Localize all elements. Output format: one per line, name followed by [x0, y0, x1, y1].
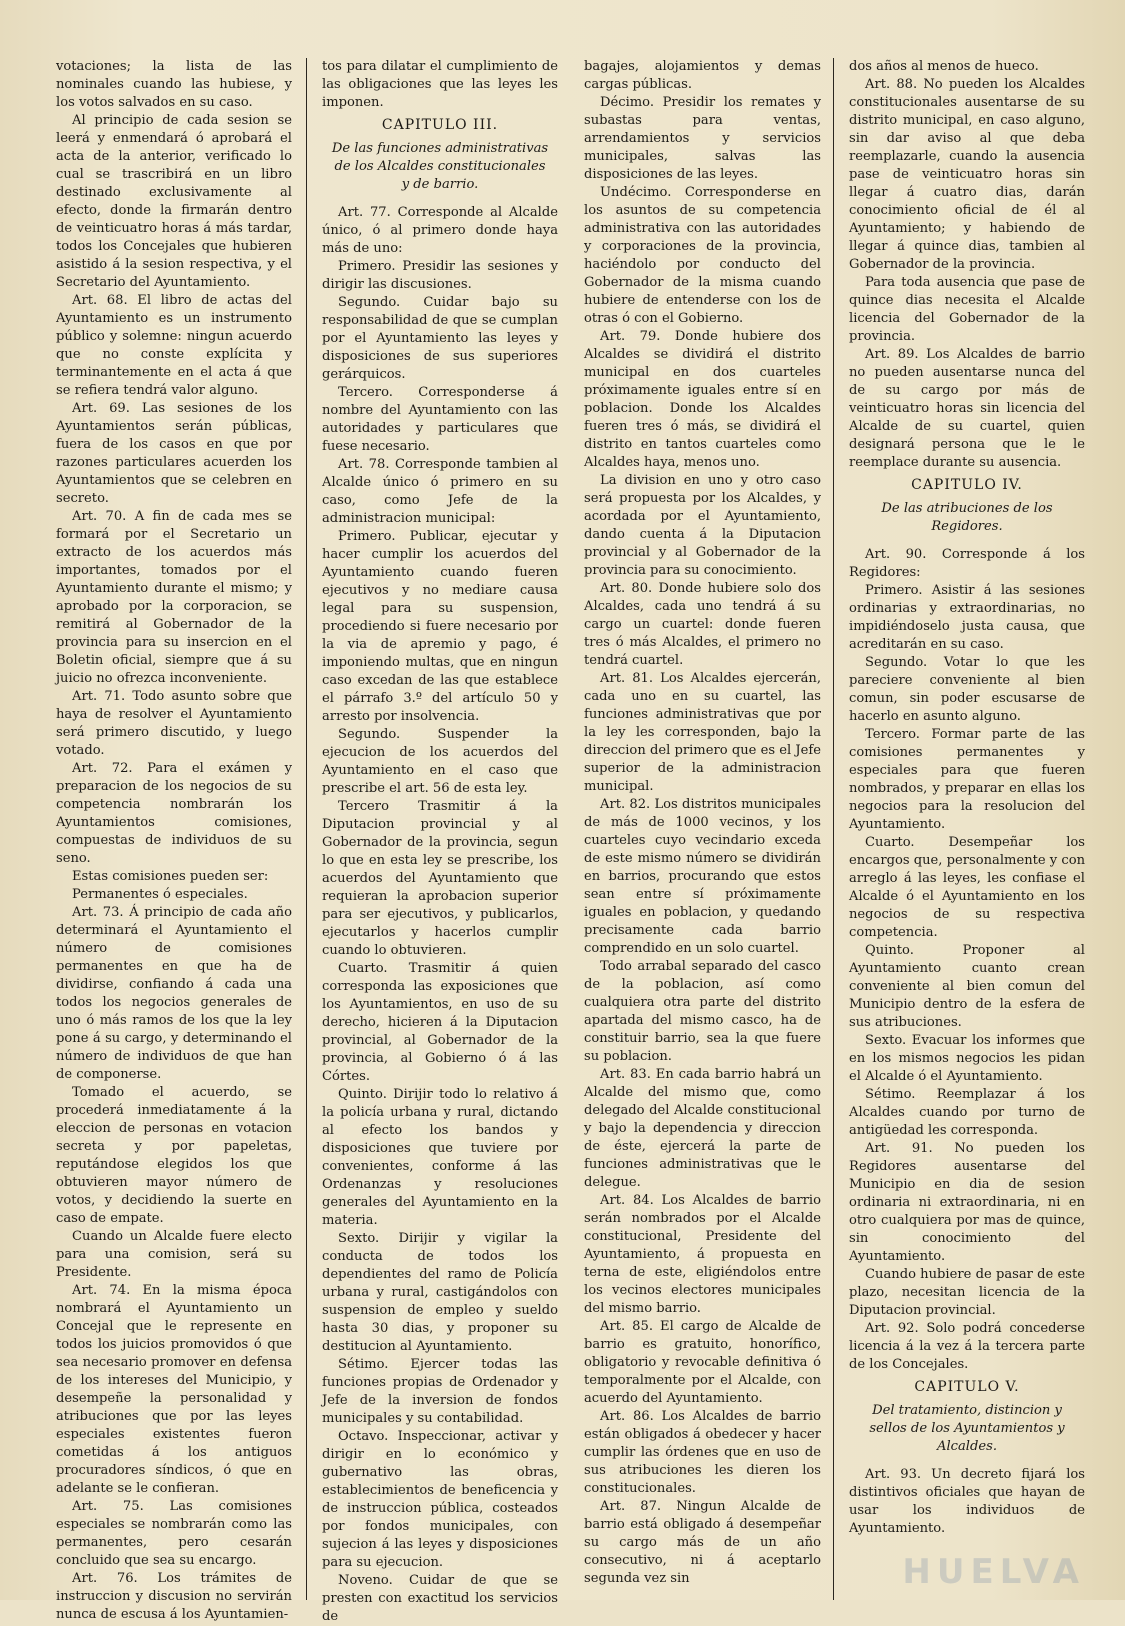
paragraph: Segundo. Cuidar bajo su responsabilidad de que se cumplan por el Ayuntamiento las leyes y disposiciones de sus superiores gerárquicos. — [322, 295, 558, 382]
paragraph: Estas comisiones pueden ser: — [72, 869, 269, 884]
paragraph: bagajes, alojamientos y demas cargas públicas. — [584, 59, 821, 92]
article-paragraph: Art. 91. No pueden los Regidores ausentarse del Municipio en dia de sesion ordinaria ni extraordinaria, ni en otro cualquiera por mas de quince, sin conocimiento del Ayuntamiento. — [849, 1141, 1085, 1264]
article-paragraph: Art. 75. Las comisiones especiales se nombrarán como las permanentes, pero cesarán concluido que sea su encargo. — [56, 1499, 292, 1568]
paragraph: dos años al menos de hueco. — [849, 59, 1039, 74]
article-paragraph: Art. 88. No pueden los Alcaldes constitucionales ausentarse de su distrito municipal, en caso alguno, sin dar aviso al que deba reemplazarle, cuando la ausencia pase de veinticuatro horas sin llegar á cuatro dias, darán conocimiento oficial de él al Ayuntamiento; y habiendo de llegar á quince dias, tambien al Gobernador de la provincia. — [849, 77, 1085, 272]
article-paragraph: Art. 70. A fin de cada mes se formará por el Secretario un extracto de los acuerdos más importantes, tomados por el Ayuntamiento durante el mismo; y aprobado por la corporacion, se remitirá al Gobernador de la provincia para su insercion en el Boletin oficial, siempre que á su juicio no ofrezca inconveniente. — [56, 509, 292, 686]
paragraph: Al principio de cada sesion se leerá y enmendará ó aprobará el acta de la anterior, verificado lo cual se trascribirá en un libro destinado exclusivamente al efecto, donde la firmarán dentro de veinticuatro horas á más tardar, todos los Concejales que hubieren asistido á la sesion respectiva, y el Secretario del Ayuntamiento. — [56, 113, 292, 290]
article-paragraph: Art. 71. Todo asunto sobre que haya de resolver el Ayuntamiento será primero discutido, y luego votado. — [56, 689, 292, 758]
paragraph: Tercero. Formar parte de las comisiones permanentes y especiales para que fueren nombrados, y preparar en ellas los negocios para la resolucion del Ayuntamiento. — [849, 727, 1085, 832]
paragraph: Décimo. Presidir los remates y subastas para ventas, arrendamientos y servicios municipales, salvas las disposiciones de las leyes. — [584, 95, 821, 182]
paragraph: Cuando un Alcalde fuere electo para una comision, será su Presidente. — [56, 1229, 292, 1280]
paragraph: Primero. Publicar, ejecutar y hacer cumplir los acuerdos del Ayuntamiento cuando fueren ejecutivos y no mediare causa legal para su suspension, procediendo si fuere necesario por la via de apremio y pago, é imponiendo multas, que en ningun caso excedan de las que establece el párrafo 3.º del artículo 50 y arresto por insolvencia. — [322, 529, 558, 724]
paragraph: Tercero Trasmitir á la Diputacion provincial y al Gobernador de la provincia, segun lo que en esta ley se prescribe, los acuerdos del Ayuntamiento que requieran la aprobacion superior para ser ejecutivos, y publicarlos, ejecutarlos y hacerlos cumplir cuando lo obtuvieren. — [322, 799, 558, 958]
article-paragraph: Art. 77. Corresponde al Alcalde único, ó al primero donde haya más de uno: — [322, 205, 558, 256]
paragraph: Tercero. Corresponderse á nombre del Ayuntamiento con las autoridades y particulares que fuese necesario. — [322, 385, 558, 454]
article-paragraph: Art. 92. Solo podrá concederse licencia á la vez á la tercera parte de los Concejales. — [849, 1321, 1085, 1372]
article-paragraph: Art. 90. Corresponde á los Regidores: — [849, 547, 1085, 580]
paragraph: Undécimo. Corresponderse en los asuntos de su competencia administrativa con las autoridades y corporaciones de la provincia, haciéndolo por conducto del Gobernador de la misma cuando hubiere de entenderse con los de otras ó con el Gobierno. — [584, 185, 821, 326]
article-paragraph: Art. 86. Los Alcaldes de barrio están obligados á obedecer y hacer cumplir las órdenes que en uso de sus atribuciones les dieren los constitucionales. — [584, 1409, 821, 1496]
paragraph: tos para dilatar el cumplimiento de las obligaciones que las leyes les imponen. — [322, 59, 558, 110]
paragraph: Cuando hubiere de pasar de este plazo, necesitan licencia de la Diputacion provincial. — [849, 1267, 1085, 1318]
article-paragraph: Art. 76. Los trámites de instruccion y discusion no servirán nunca de escusa á los Ayuntamien- — [56, 1571, 292, 1622]
column-1 — [56, 58, 306, 1622]
article-paragraph: Art. 81. Los Alcaldes ejercerán, cada uno en su cuartel, las funciones administrativas que por la ley les corresponden, bajo la direccion del primero que es el Jefe superior de la administracion municipal. — [584, 671, 821, 794]
chapter-subtitle: Del tratamiento, distincion y sellos de los Ayuntamientos y Alcaldes. — [869, 1403, 1065, 1454]
paragraph: Cuarto. Desempeñar los encargos que, personalmente y con arreglo á las leyes, les confiase el Alcalde ó el Ayuntamiento en los negocios de su respectiva competencia. — [849, 835, 1086, 940]
article-paragraph: Art. 82. Los distritos municipales de más de 1000 vecinos, y los cuarteles cuyo vecindario exceda de este mismo número se dividirán en barrios, procurando que estos sean entre sí próximamente iguales en poblacion, y quedando precisamente cada barrio comprendido en un solo cuartel. — [584, 797, 821, 956]
text-columns — [56, 58, 1103, 1624]
chapter-heading: CAPITULO V. — [914, 1379, 1020, 1395]
article-paragraph: Art. 72. Para el exámen y preparacion de los negocios de su competencia nombrarán los Ayuntamientos comisiones, compuestas de individuos de su seno. — [56, 761, 292, 866]
chapter-heading: CAPITULO III. — [381, 117, 499, 133]
paragraph: Tomado el acuerdo, se procederá inmediatamente á la eleccion de personas en votacion secreta y por papeletas, reputándose elegidos los que obtuvieren mayor número de votos, y decidiendo la suerte en caso de empate. — [56, 1085, 292, 1226]
article-paragraph: Art. 69. Las sesiones de los Ayuntamientos serán públicas, fuera de los casos en que por razones particulares acuerden los Ayuntamientos que se celebren en secreto. — [56, 401, 292, 506]
article-paragraph: Art. 87. Ningun Alcalde de barrio está obligado á desempeñar su cargo más de un año consecutivo, ni á aceptarlo segunda vez sin — [584, 1499, 821, 1586]
article-paragraph: Art. 80. Donde hubiere solo dos Alcaldes, cada uno tendrá á su cargo un cuartel: donde fueren tres ó más Alcaldes, el primero no tendrá cuartel. — [584, 581, 821, 668]
chapter-heading: CAPITULO IV. — [911, 477, 1023, 493]
chapter-subtitle: De las funciones administrativas de los Alcaldes constitucionales y de barrio. — [331, 141, 549, 192]
article-paragraph: Art. 79. Donde hubiere dos Alcaldes se dividirá el distrito municipal en dos cuarteles próximamente iguales entre sí en poblacion. Donde los Alcaldes fueren tres ó más, se dividirá el distrito en tantos cuarteles como Alcaldes haya, menos uno. — [584, 329, 821, 470]
paragraph: votaciones; la lista de las nominales cuando las hubiese, y los votos salvados en su caso. — [56, 59, 292, 110]
article-paragraph: Art. 74. En la misma época nombrará el Ayuntamiento un Concejal que le represente en todos los juicios promovidos ó que sea necesario promover en defensa de los intereses del Municipio, y desempeñe la personalidad y atribuciones que por las leyes especiales existentes fueron cometidas á los antiguos procuradores síndicos, ó que en adelante se le confieran. — [56, 1283, 292, 1496]
paragraph: Primero. Presidir las sesiones y dirigir las discusiones. — [322, 259, 558, 292]
article-paragraph: Art. 68. El libro de actas del Ayuntamiento es un instrumento público y solemne: ningun acuerdo que no conste explícita y terminantemente en el acta á que se refiera tendrá valor alguno. — [56, 293, 292, 398]
paragraph: Noveno. Cuidar de que se presten con exactitud los servicios de — [322, 1573, 558, 1624]
article-paragraph: Art. 78. Corresponde tambien al Alcalde único ó primero en su caso, como Jefe de la administracion municipal: — [322, 457, 558, 526]
article-paragraph: Art. 73. Á principio de cada año determinará el Ayuntamiento el número de comisiones permanentes en que ha de dividirse, confiando á cada una todos los negocios generales de uno ó más ramos de los que la ley pone á su cargo, y determinando el número de individuos de que han de componerse. — [56, 905, 292, 1082]
paragraph: Cuarto. Trasmitir á quien corresponda las exposiciones que los Ayuntamientos, en uso de su derecho, hicieren á la Diputacion provincial, al Gobernador de la provincia, al Gobierno ó á las Córtes. — [322, 961, 558, 1084]
article-paragraph: Art. 89. Los Alcaldes de barrio no pueden ausentarse nunca del de su cargo por más de veinticuatro horas sin licencia del Alcalde de su cuartel, quien designará persona que le le reemplace durante su ausencia. — [849, 347, 1085, 470]
paragraph: Permanentes ó especiales. — [72, 887, 248, 902]
paragraph: Sétimo. Ejercer todas las funciones propias de Ordenador y Jefe de la inversion de fondos municipales y su contabilidad. — [322, 1357, 558, 1426]
paragraph: La division en uno y otro caso será propuesta por los Alcaldes, y acordada por el Ayuntamiento, dando cuenta á la Diputacion provincial y al Gobernador de la provincia para su conocimiento. — [584, 473, 821, 578]
column-2 — [306, 58, 570, 1624]
chapter-subtitle: De las atribuciones de los Regidores. — [881, 501, 1053, 534]
paragraph: Primero. Asistir á las sesiones ordinarias y extraordinarias, no impidiéndoselo justa causa, que acreditarán en su caso. — [849, 583, 1085, 652]
column-4 — [833, 58, 1089, 1600]
column-3 — [570, 58, 833, 1600]
paragraph: Para toda ausencia que pase de quince dias necesita el Alcalde licencia del Gobernador de la provincia. — [849, 275, 1085, 344]
paragraph: Octavo. Inspeccionar, activar y dirigir en lo económico y gubernativo las obras, establecimientos de beneficencia y de instruccion pública, costeados por fondos municipales, con sujecion á las leyes y disposiciones para su ejecucion. — [322, 1429, 558, 1570]
watermark-logo: HUELVA — [902, 1552, 1085, 1592]
paragraph: Quinto. Proponer al Ayuntamiento cuanto crean conveniente al bien comun del Municipio dentro de la esfera de sus atribuciones. — [849, 943, 1085, 1030]
article-paragraph: Art. 83. En cada barrio habrá un Alcalde del mismo que, como delegado del Alcalde constitucional y bajo la dependencia y direccion de éste, ejercerá la parte de funciones administrativas que le delegue. — [584, 1067, 821, 1190]
paragraph: Sexto. Dirijir y vigilar la conducta de todos los dependientes del ramo de Policía urbana y rural, castigándolos con suspension de empleo y sueldo hasta 30 dias, y proponer su destitucion al Ayuntamiento. — [322, 1231, 558, 1354]
paragraph: Segundo. Votar lo que les pareciere conveniente al bien comun, sin poder escusarse de hacerlo en asunto alguno. — [849, 655, 1085, 724]
article-paragraph: Art. 84. Los Alcaldes de barrio serán nombrados por el Alcalde constitucional, Presidente del Ayuntamiento, á propuesta en terna de este, eligiéndolos entre los vecinos electores municipales del mismo barrio. — [584, 1193, 821, 1316]
paragraph: Segundo. Suspender la ejecucion de los acuerdos del Ayuntamiento en el caso que prescribe el art. 56 de esta ley. — [322, 727, 558, 796]
article-paragraph: Art. 93. Un decreto fijará los distintivos oficiales que hayan de usar los individuos de Ayuntamiento. — [849, 1467, 1085, 1536]
paragraph: Sexto. Evacuar los informes que en los mismos negocios les pidan el Alcalde ó el Ayuntamiento. — [849, 1033, 1085, 1084]
paragraph: Quinto. Dirijir todo lo relativo á la policía urbana y rural, dictando al efecto los bandos y disposiciones que tuviere por convenientes, conforme á las Ordenanzas y resoluciones generales del Ayuntamiento en la materia. — [322, 1087, 558, 1228]
paragraph: Todo arrabal separado del casco de la poblacion, así como cualquiera otra parte del distrito apartada del mismo casco, ha de constituir barrio, sea la que fuere su poblacion. — [584, 959, 821, 1064]
paragraph: Sétimo. Reemplazar á los Alcaldes cuando por turno de antigüedad les corresponda. — [849, 1087, 1085, 1138]
article-paragraph: Art. 85. El cargo de Alcalde de barrio es gratuito, honorífico, obligatorio y revocable definitiva ó temporalmente por el Alcalde, con acuerdo del Ayuntamiento. — [584, 1319, 821, 1406]
